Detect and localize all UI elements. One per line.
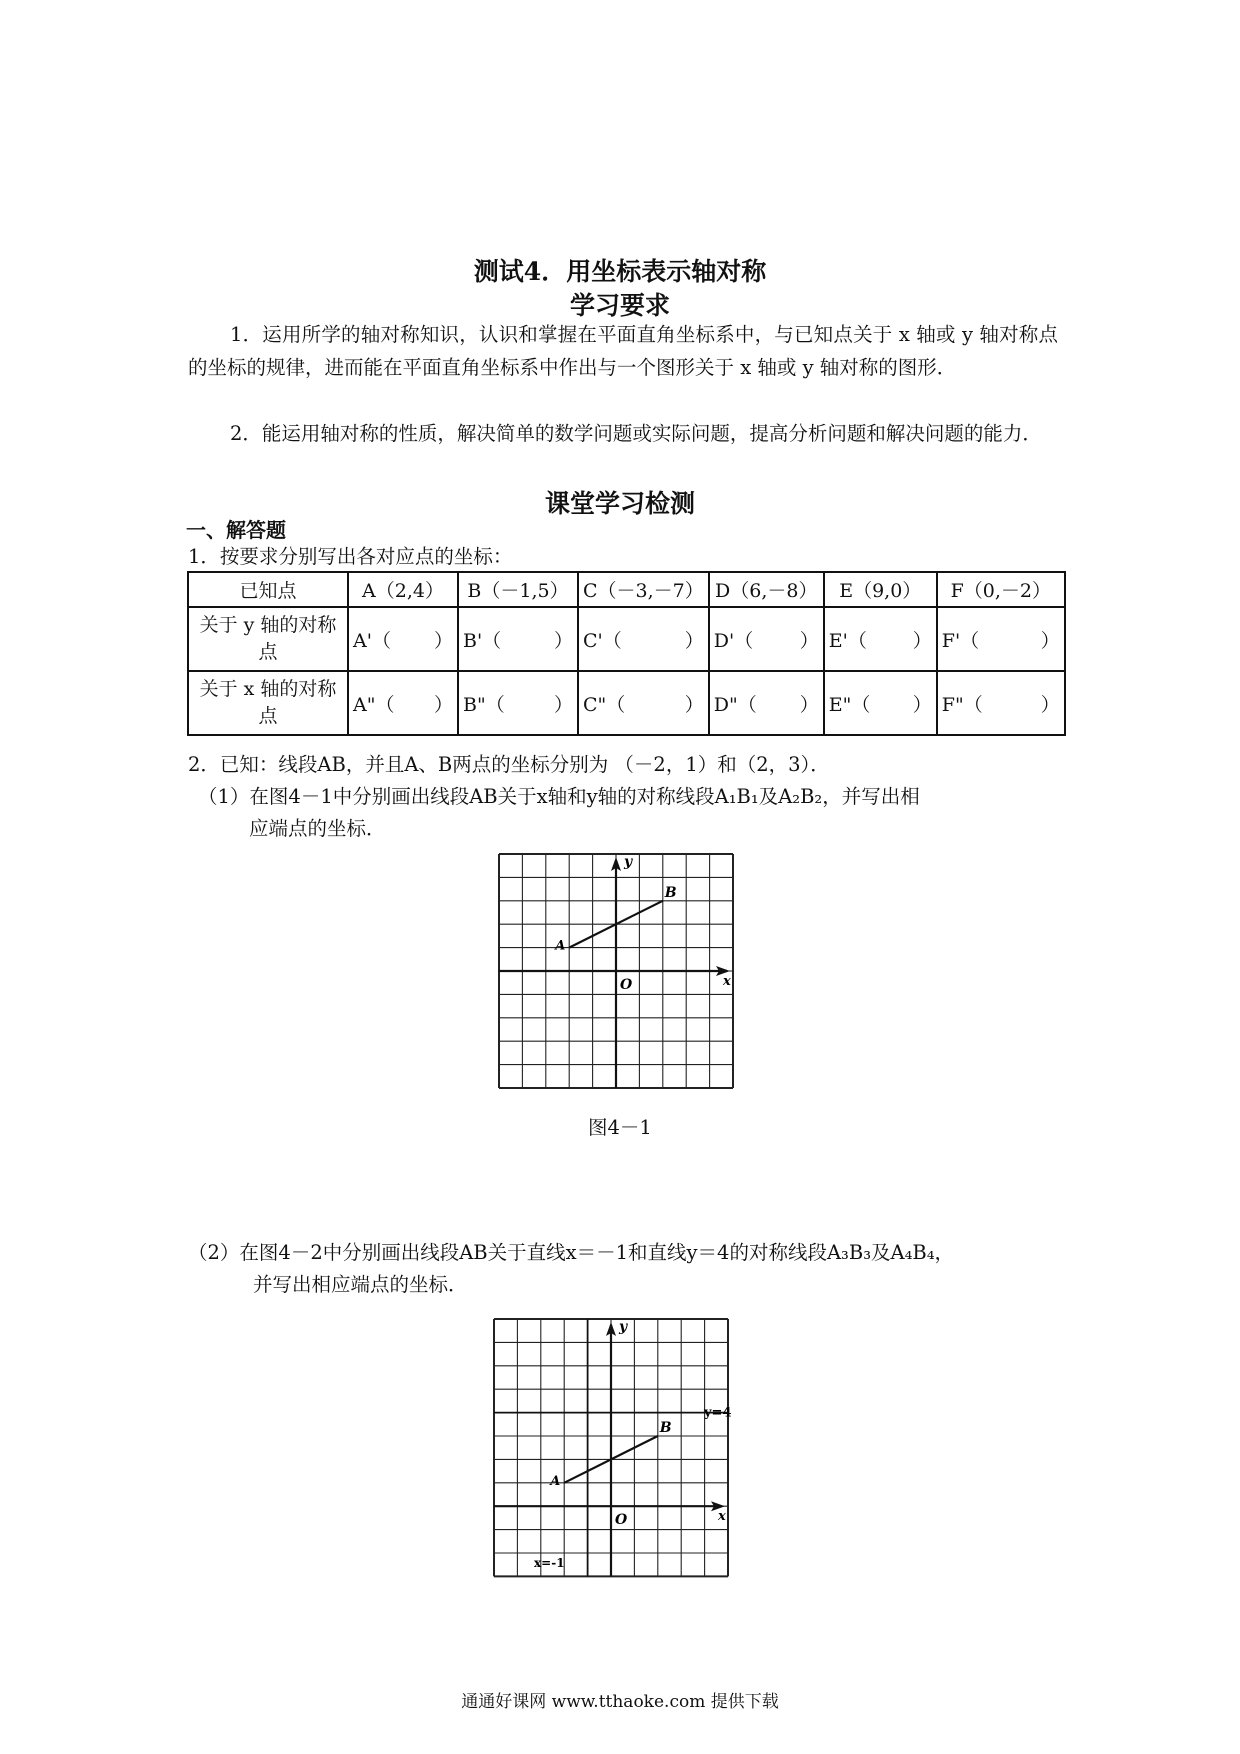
close-paren: ） [912, 629, 932, 652]
question-2-text: 2．已知：线段AB，并且A、B两点的坐标分别为 （－2，1）和（2，3）． [188, 753, 830, 776]
figure-4-1 [495, 850, 745, 1100]
point-a-label: A [550, 1473, 561, 1489]
cell-point-label: D"（ [713, 693, 757, 716]
question-2-part1-line1: （1）在图4－1中分别画出线段AB关于x轴和y轴的对称线段A₁B₁及A₂B₂，并写出相 [198, 785, 920, 808]
answer-cell[interactable] [709, 671, 824, 735]
header-cell: B（－1,5） [458, 572, 578, 607]
figure-4-2 [490, 1315, 740, 1600]
close-paren: ） [799, 693, 819, 716]
page-footer: 通通好课网 www.tthaoke.com 提供下载 [461, 1692, 779, 1712]
table-row-y-symmetric [188, 607, 1065, 671]
answer-cell[interactable] [937, 671, 1065, 735]
section-check-heading: 课堂学习检测 [544, 489, 695, 518]
close-paren: ） [684, 629, 704, 652]
answer-cell[interactable] [458, 671, 578, 735]
cell-point-label: A'（ [353, 629, 391, 652]
cell-point-label: F'（ [941, 629, 980, 652]
line-y4-label: y=4 [704, 1405, 732, 1421]
table-row-x-symmetric [188, 671, 1065, 735]
answer-cell[interactable] [824, 671, 937, 735]
coordinates-table [187, 571, 1066, 736]
figure-4-1-caption: 图4－1 [588, 1116, 652, 1139]
answer-cell[interactable] [578, 607, 709, 671]
close-paren: ） [1040, 693, 1060, 716]
close-paren: ） [433, 629, 453, 652]
cell-point-label: B"（ [463, 693, 505, 716]
row-label-x-symmetric: 关于 x 轴的对称点 [188, 671, 348, 735]
table-header-row [188, 572, 1065, 607]
close-paren: ） [433, 693, 453, 716]
close-paren: ） [553, 693, 573, 716]
requirement-2: 2．能运用轴对称的性质，解决简单的数学问题或实际问题，提高分析问题和解决问题的能力． [230, 422, 1042, 445]
cell-point-label: C"（ [583, 693, 626, 716]
cell-point-label: E"（ [828, 693, 871, 716]
point-a-label: A [555, 938, 566, 954]
header-cell: F（0,－2） [937, 572, 1065, 607]
answer-cell[interactable] [937, 607, 1065, 671]
question-1-text: 1．按要求分别写出各对应点的坐标： [188, 545, 513, 568]
x-axis-label: x [723, 974, 731, 989]
y-axis-label: y [624, 854, 633, 870]
answer-cell[interactable] [709, 607, 824, 671]
close-paren: ） [912, 693, 932, 716]
close-paren: ） [684, 693, 704, 716]
close-paren: ） [553, 629, 573, 652]
cell-point-label: F"（ [941, 693, 983, 716]
line-x-minus1-label: x=-1 [534, 1556, 565, 1570]
close-paren: ） [1040, 629, 1060, 652]
cell-point-label: A"（ [353, 693, 395, 716]
origin-label: O [620, 977, 633, 993]
origin-label: O [615, 1512, 628, 1529]
answer-cell[interactable] [578, 671, 709, 735]
question-2-part2-line1: （2）在图4－2中分别画出线段AB关于直线x＝－1和直线y＝4的对称线段A₃B₃及A₄B₄， [188, 1241, 955, 1264]
question-2-part2-line2: 并写出相应端点的坐标． [253, 1273, 468, 1296]
page-title: 测试4．用坐标表示轴对称 [473, 257, 767, 286]
section-requirements-heading: 学习要求 [569, 291, 670, 320]
close-paren: ） [799, 629, 819, 652]
answer-cell[interactable] [824, 607, 937, 671]
cell-point-label: E'（ [828, 629, 867, 652]
cell-point-label: C'（ [583, 629, 622, 652]
header-cell: 已知点 [188, 572, 348, 607]
header-cell: A（2,4） [348, 572, 458, 607]
cell-point-label: D'（ [713, 629, 754, 652]
row-label-y-symmetric: 关于 y 轴的对称点 [188, 607, 348, 671]
y-axis-label: y [619, 1319, 628, 1335]
requirement-1: 1．运用所学的轴对称知识，认识和掌握在平面直角坐标系中，与已知点关于 x 轴或 y 轴对称点的坐标的规律，进而能在平面直角坐标系中作出与一个图形关于 x 轴或 y 轴对称的图形． [188, 323, 1058, 379]
header-cell: D（6,－8） [709, 572, 824, 607]
header-cell: C（－3,－7） [578, 572, 709, 607]
x-axis-label: x [718, 1509, 726, 1525]
part-heading: 一、解答题 [186, 518, 286, 542]
answer-cell[interactable] [348, 671, 458, 735]
header-cell: E（9,0） [824, 572, 937, 607]
question-2-part1-line2: 应端点的坐标． [249, 817, 386, 840]
answer-cell[interactable] [348, 607, 458, 671]
answer-cell[interactable] [458, 607, 578, 671]
point-b-label: B [664, 884, 677, 901]
cell-point-label: B'（ [463, 629, 502, 652]
point-b-label: B [659, 1420, 672, 1436]
